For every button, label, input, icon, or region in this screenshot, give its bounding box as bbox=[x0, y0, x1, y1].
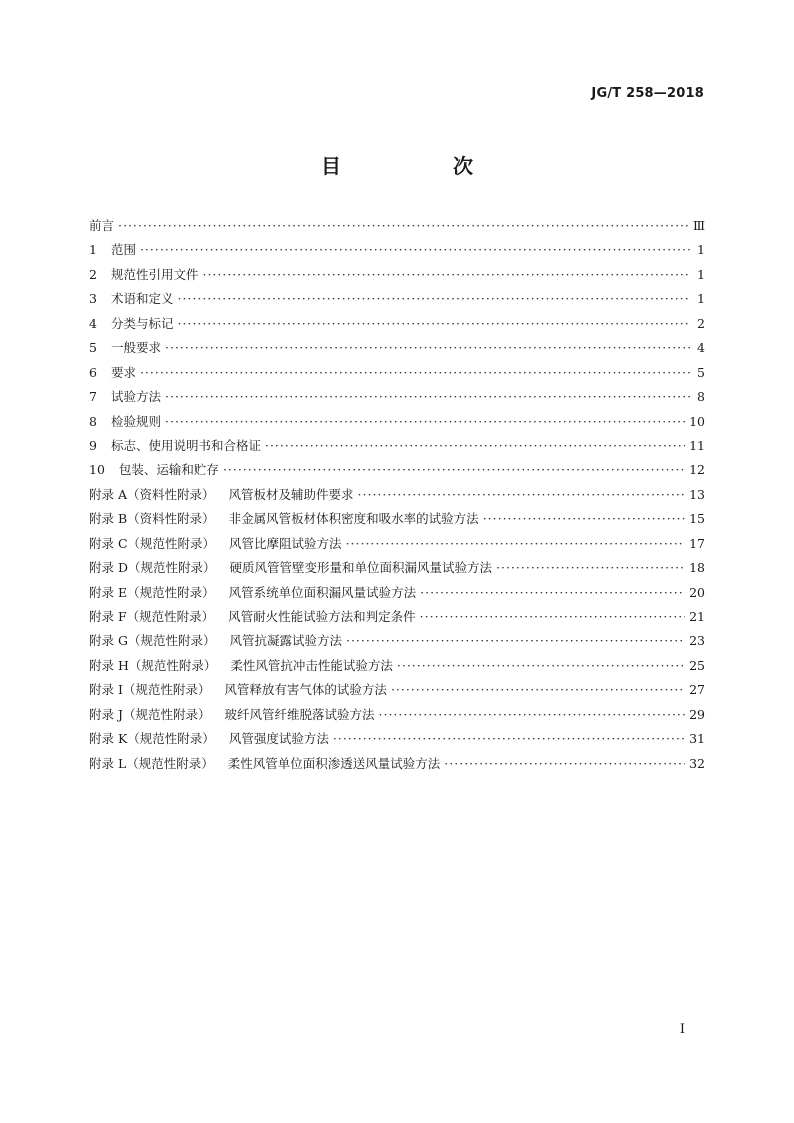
toc-dot-leader bbox=[358, 487, 686, 502]
toc-dot-leader bbox=[483, 511, 685, 526]
toc-entry-number: 10 bbox=[89, 462, 105, 478]
toc-dot-leader bbox=[165, 389, 691, 404]
toc-entry-label: 试验方法 bbox=[110, 389, 161, 405]
toc-entry[interactable] bbox=[89, 705, 705, 729]
toc-entry-label: 一般要求 bbox=[110, 340, 161, 356]
toc-entry-number: 附录 H（规范性附录） bbox=[89, 657, 217, 673]
toc-entry[interactable] bbox=[89, 754, 705, 778]
toc-entry-label: 检验规则 bbox=[110, 413, 161, 429]
toc-entry-page: 18 bbox=[689, 560, 705, 576]
toc-entry-number: 7 bbox=[89, 389, 97, 405]
toc-entry-page: 1 bbox=[697, 242, 705, 258]
toc-entry[interactable] bbox=[89, 436, 705, 460]
toc-entry-label: 硬质风管管壁变形量和单位面积漏风量试验方法 bbox=[229, 560, 493, 576]
toc-dot-leader bbox=[177, 316, 691, 331]
toc-entry-number: 8 bbox=[89, 413, 97, 429]
toc-dot-leader bbox=[444, 756, 685, 771]
toc-entry-page: 17 bbox=[689, 535, 705, 551]
toc-entry-page: 4 bbox=[697, 340, 705, 356]
toc-entry-page: 2 bbox=[697, 315, 705, 331]
toc-entry[interactable] bbox=[89, 534, 705, 558]
toc-entry-number: 4 bbox=[89, 315, 97, 331]
toc-entry-number: 6 bbox=[89, 364, 97, 380]
toc-entry-number: 附录 J（规范性附录） bbox=[89, 706, 211, 722]
toc-entry-number: 附录 A（资料性附录） bbox=[89, 486, 215, 502]
toc-entry-number: 附录 L（规范性附录） bbox=[89, 755, 214, 771]
toc-entry-number: 1 bbox=[89, 242, 97, 258]
toc-entry-number: 9 bbox=[89, 437, 97, 453]
toc-dot-leader bbox=[140, 242, 691, 257]
toc-entry-label: 非金属风管板材体积密度和吸水率的试验方法 bbox=[228, 511, 479, 527]
toc-entry[interactable] bbox=[89, 656, 705, 680]
toc-entry-label: 风管耐火性能试验方法和判定条件 bbox=[228, 609, 416, 624]
toc-entry-label: 风管抗凝露试验方法 bbox=[229, 633, 342, 649]
toc-entry-number: 附录 E（规范性附录） bbox=[89, 584, 215, 600]
toc-dot-leader bbox=[140, 365, 691, 380]
toc-entry[interactable] bbox=[89, 387, 705, 411]
toc-dot-leader bbox=[333, 731, 685, 746]
toc-entry[interactable] bbox=[89, 583, 705, 607]
toc-entry[interactable] bbox=[89, 314, 705, 338]
toc-entry-page: 1 bbox=[697, 266, 705, 282]
toc-entry-number: 5 bbox=[89, 340, 97, 356]
toc-entry[interactable] bbox=[89, 680, 705, 704]
toc-dot-leader bbox=[118, 218, 689, 233]
toc-dot-leader bbox=[346, 633, 685, 648]
toc-dot-leader bbox=[391, 682, 685, 697]
toc-entry-label: 风管释放有害气体的试验方法 bbox=[224, 682, 387, 698]
toc-dot-leader bbox=[202, 267, 691, 282]
toc-entry-label: 标志、使用说明书和合格证 bbox=[110, 437, 261, 453]
toc-entry-page: 11 bbox=[689, 437, 705, 453]
toc-entry[interactable] bbox=[89, 485, 705, 509]
toc-entry-page: 13 bbox=[689, 486, 705, 502]
toc-dot-leader bbox=[265, 438, 685, 453]
toc-entry-page: 1 bbox=[697, 291, 705, 307]
toc-dot-leader bbox=[177, 291, 691, 306]
toc-entry-page: 21 bbox=[689, 609, 705, 624]
toc-entry[interactable] bbox=[89, 729, 705, 753]
toc-entry-label: 分类与标记 bbox=[110, 315, 174, 331]
toc-entry-page: 10 bbox=[689, 413, 705, 429]
toc-dot-leader bbox=[346, 536, 686, 551]
toc-dot-leader bbox=[165, 414, 685, 429]
toc-entry-label: 要求 bbox=[110, 364, 136, 380]
toc-dot-leader bbox=[420, 585, 685, 600]
toc-dot-leader bbox=[420, 609, 685, 624]
toc-entry-page: 31 bbox=[689, 731, 705, 747]
toc-entry[interactable] bbox=[89, 607, 705, 631]
toc-entry-number: 附录 C（规范性附录） bbox=[89, 535, 216, 551]
toc-entry-page: 32 bbox=[689, 755, 705, 771]
toc-entry-page: 27 bbox=[689, 682, 705, 698]
toc-entry[interactable] bbox=[89, 265, 705, 289]
standard-code: JG/T 258—2018 bbox=[591, 86, 704, 101]
toc-entry-page: 8 bbox=[697, 389, 705, 405]
toc-entry[interactable] bbox=[89, 412, 705, 436]
toc-dot-leader bbox=[496, 560, 685, 575]
toc-dot-leader bbox=[397, 658, 685, 673]
toc-entry-label: 玻纤风管纤维脱落试验方法 bbox=[224, 706, 375, 722]
toc-entry-number: 附录 D（规范性附录） bbox=[89, 560, 216, 576]
toc-entry-page: Ⅲ bbox=[692, 218, 705, 233]
toc-entry-number: 3 bbox=[89, 291, 97, 307]
toc-dot-leader bbox=[223, 462, 685, 477]
toc-entry-number: 附录 B（资料性附录） bbox=[89, 511, 215, 527]
toc-dot-leader bbox=[165, 340, 691, 355]
toc-entry-label: 风管系统单位面积漏风量试验方法 bbox=[228, 584, 417, 600]
toc-entry-page: 12 bbox=[689, 462, 705, 478]
toc-entry-number: 附录 G（规范性附录） bbox=[89, 633, 216, 649]
toc-entry[interactable] bbox=[89, 509, 705, 533]
toc-entry-label: 风管板材及辅助件要求 bbox=[228, 486, 354, 502]
toc-entry-page: 25 bbox=[689, 657, 705, 673]
toc-entry[interactable] bbox=[89, 558, 705, 582]
toc-entry-number: 附录 I（规范性附录） bbox=[89, 682, 211, 698]
toc-entry-number: 2 bbox=[89, 266, 97, 282]
toc-entry[interactable] bbox=[89, 240, 705, 264]
toc-entry-page: 5 bbox=[697, 364, 705, 380]
toc-entry-number: 附录 F（规范性附录） bbox=[89, 609, 215, 624]
toc-entry[interactable] bbox=[89, 216, 705, 240]
toc-entry-page: 20 bbox=[689, 584, 705, 600]
toc-entry[interactable] bbox=[89, 460, 705, 484]
toc-entry-label: 范围 bbox=[110, 242, 136, 258]
toc-entry-page: 23 bbox=[689, 633, 705, 649]
table-of-contents bbox=[89, 216, 705, 778]
toc-entry[interactable] bbox=[89, 631, 705, 655]
page-number: I bbox=[679, 1022, 685, 1037]
toc-entry-page: 15 bbox=[689, 511, 705, 527]
toc-entry-label: 前言 bbox=[89, 218, 115, 233]
toc-entry-label: 风管比摩阻试验方法 bbox=[229, 535, 342, 551]
toc-entry-label: 风管强度试验方法 bbox=[228, 731, 329, 747]
page-title: 目 次 bbox=[321, 154, 519, 178]
toc-entry-label: 柔性风管单位面积渗透送风量试验方法 bbox=[227, 755, 441, 771]
toc-dot-leader bbox=[379, 707, 686, 722]
toc-entry[interactable] bbox=[89, 289, 705, 313]
toc-entry-number: 附录 K（规范性附录） bbox=[89, 731, 215, 747]
toc-entry-label: 柔性风管抗冲击性能试验方法 bbox=[230, 657, 393, 673]
toc-entry[interactable] bbox=[89, 338, 705, 362]
toc-entry-page: 29 bbox=[689, 706, 705, 722]
toc-entry[interactable] bbox=[89, 363, 705, 387]
toc-entry-label: 规范性引用文件 bbox=[110, 266, 199, 282]
toc-entry-label: 术语和定义 bbox=[110, 291, 174, 307]
toc-entry-label: 包装、运输和贮存 bbox=[118, 462, 219, 478]
